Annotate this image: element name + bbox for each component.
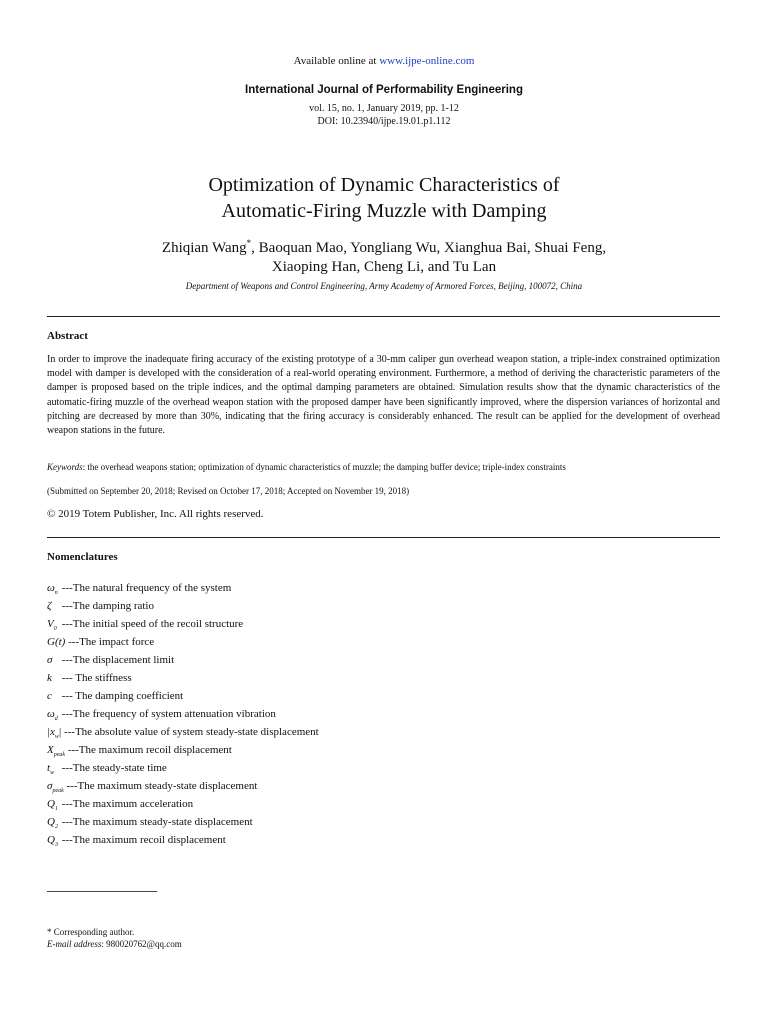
copyright: © 2019 Totem Publisher, Inc. All rights reserved. [47, 508, 264, 520]
symbol: k [47, 672, 52, 684]
title-line-1: Optimization of Dynamic Characteristics of [208, 174, 560, 196]
symbol: ζ [47, 600, 52, 612]
email-address: : 980020762@qq.com [101, 939, 182, 949]
symbol: c [47, 690, 52, 702]
definition: ---The initial speed of the recoil structure [59, 618, 244, 630]
nomenclature-item [47, 777, 319, 795]
definition: --- The damping coefficient [59, 690, 184, 702]
definition: ---The displacement limit [59, 654, 175, 666]
definition: ---The impact force [65, 636, 155, 648]
doi: DOI: 10.23940/ijpe.19.01.p1.112 [317, 116, 451, 127]
definition: | ---The absolute value of system steady-state displacement [59, 726, 319, 738]
nomenclature-item [47, 597, 319, 615]
definition: ---The maximum acceleration [59, 798, 194, 810]
availability-prefix: Available online at [293, 55, 380, 67]
divider-middle [47, 537, 720, 538]
symbol-subscript: w [54, 734, 59, 741]
nomenclature-item [47, 687, 319, 705]
keywords [47, 462, 720, 472]
symbol: G(t) [47, 636, 66, 648]
corresponding-mark: * [246, 238, 252, 248]
symbol: ω [47, 582, 55, 594]
journal-website-link[interactable]: www.ijpe-online.com [379, 55, 475, 67]
definition: ---The damping ratio [59, 600, 154, 612]
divider-top [47, 316, 720, 317]
nomenclature-item [47, 579, 319, 597]
title-line-2: Automatic-Firing Muzzle with Damping [221, 200, 547, 222]
symbol-subscript: 1 [54, 806, 58, 813]
nomenclature-item [47, 759, 319, 777]
nomenclature-item [47, 723, 319, 741]
abstract-heading: Abstract [47, 330, 88, 342]
nomenclature-item [47, 795, 319, 813]
author-list [0, 234, 768, 277]
symbol: |x [47, 726, 55, 738]
definition: ---The maximum steady-state displacement [59, 816, 253, 828]
definition: ---The frequency of system attenuation vibration [59, 708, 276, 720]
symbol: Q [47, 798, 55, 810]
definition: --- The stiffness [59, 672, 132, 684]
symbol: t [47, 762, 51, 774]
authors-rest-line-1: , Baoquan Mao, Yongliang Wu, Xianghua Bai, Shuai Feng, [251, 240, 607, 256]
email-note [47, 939, 182, 949]
symbol: σ [47, 654, 53, 666]
nomenclature-item [47, 813, 319, 831]
nomenclature-item [47, 669, 319, 687]
abstract-text: In order to improve the inadequate firing accuracy of the existing prototype of a 30-mm caliper gun overhead weapon station, a triple-index constrained optimization model with damper is developed with the consideration of a real-world operating environment. Furthermore, a method of deriving the characteristic parameters of the damper is proposed based on the triple indices, and the optimal damping parameters are obtained. Simulation results show that the dynamic characteristics of the automatic-firing muzzle of the overhead weapon station with the proposed damper have been significantly improved, where the dispersion variances of horizontal and pitching are decreased by more than 30%, indicating that the firing accuracy is considerably enhanced. The result can be applied for the development of overhead weapon stations in the future. [47, 354, 720, 437]
symbol-subscript: d [54, 716, 58, 723]
submission-dates: (Submitted on September 20, 2018; Revised on October 17, 2018; Accepted on November 19, 2018) [47, 486, 410, 496]
definition: ---The natural frequency of the system [59, 582, 232, 594]
nomenclature-item [47, 615, 319, 633]
symbol-subscript: 2 [54, 824, 58, 831]
nomenclature-item [47, 741, 319, 759]
volume-info: vol. 15, no. 1, January 2019, pp. 1-12 [309, 103, 459, 114]
nomenclature-item [47, 633, 319, 651]
availability-line [0, 55, 768, 67]
footnote-divider [47, 891, 157, 892]
definition: ---The maximum recoil displacement [65, 744, 232, 756]
nomenclature-item [47, 651, 319, 669]
symbol-subscript: w [50, 770, 55, 777]
affiliation: Department of Weapons and Control Engineering, Army Academy of Armored Forces, Beijing, 100072, China [185, 281, 583, 291]
nomenclature-heading: Nomenclatures [47, 551, 118, 563]
symbol-subscript: peak [52, 788, 64, 795]
definition: ---The maximum recoil displacement [59, 834, 226, 846]
symbol-subscript: 0 [53, 626, 57, 633]
nomenclature-list [47, 579, 319, 849]
authors-line-2: Xiaoping Han, Cheng Li, and Tu Lan [271, 259, 497, 275]
symbol: Q [47, 816, 55, 828]
symbol: Q [47, 834, 55, 846]
nomenclature-item [47, 705, 319, 723]
email-label: E-mail address [47, 939, 102, 949]
symbol: V [47, 618, 54, 630]
paper-title [0, 172, 768, 224]
definition: ---The steady-state time [59, 762, 167, 774]
symbol-subscript: peak [53, 752, 66, 759]
symbol-subscript: 3 [54, 842, 58, 849]
definition: ---The maximum steady-state displacement [63, 780, 258, 792]
symbol: σ [47, 780, 53, 792]
journal-name: International Journal of Performability Engineering [245, 84, 523, 96]
keywords-label: Keywords [47, 462, 83, 472]
symbol: ω [47, 708, 55, 720]
symbol-subscript: n [54, 590, 58, 597]
first-author: Zhiqian Wang [161, 240, 247, 256]
symbol: X [47, 744, 54, 756]
keywords-text: : the overhead weapons station; optimization of dynamic characteristics of muzzle; the damping buffer device; triple-index constraints [82, 462, 566, 472]
corresponding-author-note: * Corresponding author. [47, 927, 135, 937]
nomenclature-item [47, 831, 319, 849]
